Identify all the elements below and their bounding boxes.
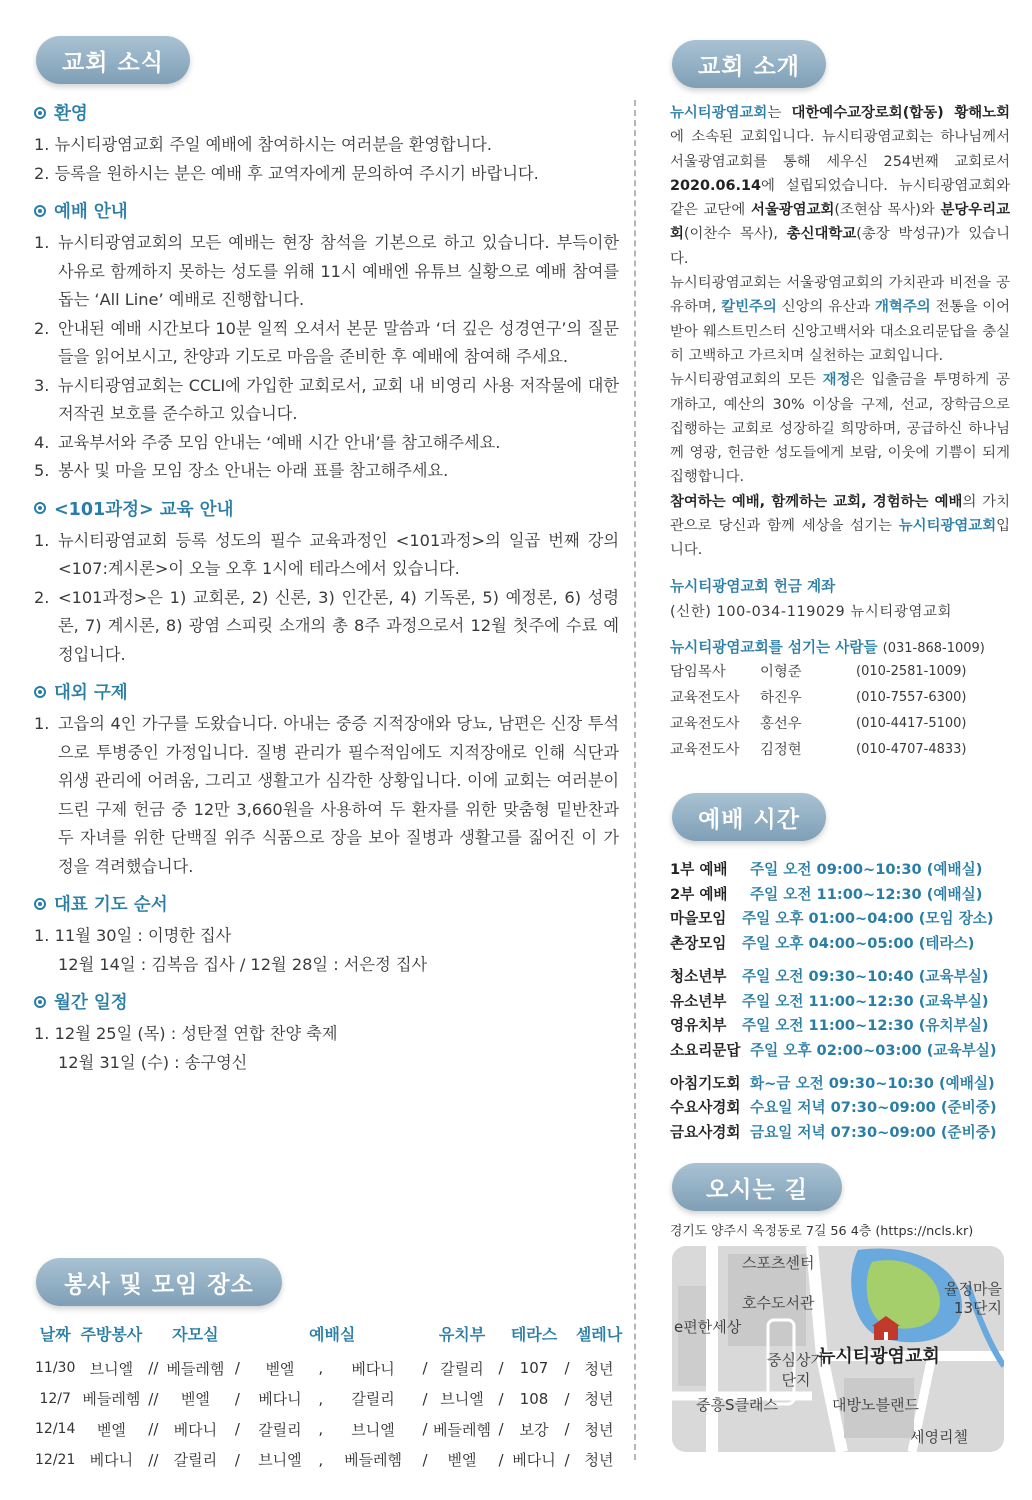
table-cell: // xyxy=(148,1359,159,1378)
table-cell: 베들레헴 xyxy=(82,1390,141,1409)
address: 경기도 양주시 옥정동로 7길 56 4층 (https://ncls.kr) xyxy=(670,1224,974,1239)
worship-time: 금요일 저녁 07:30~09:00 (준비중) xyxy=(750,1124,997,1142)
staff-name: 이형준 xyxy=(760,663,802,680)
table-cell: 갈릴리 xyxy=(440,1359,484,1378)
section-title: 대표 기도 순서 xyxy=(34,891,619,916)
body-text: 입니다. xyxy=(670,518,1010,559)
section-title: 대외 구제 xyxy=(34,679,619,704)
table-cell: / xyxy=(234,1359,240,1378)
table-cell: / xyxy=(498,1389,504,1408)
worship-time: 주일 오후 04:00~05:00 (테라스) xyxy=(742,935,975,953)
table-cell: 청년 xyxy=(584,1420,614,1439)
worship-time-header: 예배 시간 xyxy=(672,793,826,841)
worship-name: 소요리문답 xyxy=(670,1041,741,1059)
table-cell: 베다니 xyxy=(512,1451,556,1470)
map-label: 스포츠센터 xyxy=(742,1254,815,1272)
worship-name: 아침기도회 xyxy=(670,1074,741,1092)
bullet-icon xyxy=(34,205,46,217)
intro-header: 교회 소개 xyxy=(672,40,826,88)
worship-time-list xyxy=(670,858,1010,1154)
body-text: (총장 박성규)가 있습니다. xyxy=(670,226,1010,267)
intro-paragraph xyxy=(670,271,1010,368)
worship-name: 1부 예배 xyxy=(670,861,728,878)
table-cell: 11/30 xyxy=(35,1360,76,1377)
worship-time-row xyxy=(670,1014,1010,1039)
staff-title: 뉴시티광염교회를 섬기는 사람들 xyxy=(670,638,878,656)
table-cell: 벧엘 xyxy=(265,1359,295,1378)
worship-time-row xyxy=(670,907,1010,932)
list-item: 1. 11월 30일 : 이명한 집사 xyxy=(34,926,232,945)
table-cell: / xyxy=(234,1389,240,1408)
column-divider xyxy=(634,100,636,1460)
worship-time-row xyxy=(670,1121,1010,1146)
staff-row xyxy=(670,711,1010,737)
body-text: 뉴시티광염교회는 서울광염교회의 가치관과 비전을 공유하며, xyxy=(670,275,1010,316)
account-title: 뉴시티광염교회 헌금 계좌 xyxy=(670,577,836,595)
staff-row xyxy=(670,659,1010,685)
bullet-icon xyxy=(34,107,46,119)
table-cell: 갈릴리 xyxy=(258,1420,302,1439)
table-cell: 12/21 xyxy=(35,1451,76,1468)
worship-guide-section xyxy=(34,198,619,486)
worship-name: 촌장모임 xyxy=(670,935,727,953)
table-cell: / xyxy=(422,1389,428,1408)
map-label: e편한세상 xyxy=(674,1318,742,1336)
body-text: 에 설립되었습니다. 뉴시티광염교회와 같은 교단에 xyxy=(670,177,1010,219)
table-cell: 베다니 xyxy=(173,1420,218,1439)
table-cell: / xyxy=(564,1420,570,1439)
body-text: 는 xyxy=(767,105,792,121)
worship-time: 주일 오전 09:30~10:40 (교육부실) xyxy=(742,967,989,985)
staff-name: 하진우 xyxy=(760,689,802,706)
news-column xyxy=(34,100,619,1087)
table-cell: 107 xyxy=(519,1359,549,1378)
table-cell: / xyxy=(422,1359,428,1378)
intro-paragraph xyxy=(670,368,1010,489)
worship-time: 수요일 저녁 07:30~09:00 (준비중) xyxy=(750,1099,997,1117)
monthly-section xyxy=(34,989,619,1077)
highlight-text: 서울광염교회 xyxy=(750,202,835,219)
bullet-icon xyxy=(34,898,46,910)
table-row xyxy=(34,1384,624,1415)
service-table xyxy=(34,1322,624,1475)
worship-name: 2부 예배 xyxy=(670,885,728,903)
staff-phone: (010-2581-1009) xyxy=(856,663,967,679)
table-cell: 청년 xyxy=(584,1390,614,1409)
staff-name: 홍선우 xyxy=(760,715,802,732)
list-item: 1. 12월 25일 (목) : 성탄절 연합 찬양 축제 xyxy=(34,1024,338,1043)
bullet-icon xyxy=(34,686,46,698)
worship-time: 주일 오전 11:00~12:30 (교육부실) xyxy=(742,992,989,1010)
bullet-icon xyxy=(34,502,46,514)
list-item: 1. 고읍의 4인 가구를 도왔습니다. 아내는 중증 지적장애와 당뇨, 남편은 신장 투석으로 투병중인 가정입니다. 질병 관리가 필수적임에도 지적장애로 인해 식단과 위생 관리에 어려움, 그리고 생활고가 심각한 상황입니다. 이에 교회는 여러분이 드린 구제 헌금 중 12만 3,660원을 사용하여 두 환자를 위한 맞춤형 밑반찬과 두 자녀를 위한 단백질 위주 식품으로 장을 보아 질병과 생활고를 짊어진 이 가정을 격려했습니다. xyxy=(34,714,619,876)
worship-time: 화~금 오전 09:30~10:30 (예배실) xyxy=(750,1074,995,1092)
map-label: 중심상가 단지 xyxy=(767,1351,825,1389)
staff-phone: (010-4417-5100) xyxy=(856,715,967,731)
table-cell: 브니엘 xyxy=(89,1359,134,1378)
body-text: 전통을 이어받아 웨스트민스터 신앙고백서와 대소요리문답을 충실히 고백하고 가르치며 실천하는 교회입니다. xyxy=(670,299,1011,364)
staff-list xyxy=(670,659,1010,763)
table-cell: // xyxy=(148,1450,159,1469)
table-cell: 108 xyxy=(519,1389,549,1408)
intro-column xyxy=(670,101,1010,763)
table-cell: 벧엘 xyxy=(447,1451,477,1470)
list-item: 2. 등록을 원하시는 분은 예배 후 교역자에게 문의하여 주시기 바랍니다. xyxy=(34,163,539,183)
body-text: 뉴시티광염교회의 모든 xyxy=(670,372,823,389)
church-phone: (031-868-1009) xyxy=(882,640,985,656)
body-text: 에 소속된 교회입니다. 뉴시티광염교회는 하나님께서 서울광염교회를 통해 세우신 254번째 교회로서 xyxy=(670,129,1010,170)
table-cell: 베들레헴 xyxy=(344,1451,403,1470)
table-cell: 베다니 xyxy=(351,1359,395,1378)
table-cell: // xyxy=(148,1389,159,1408)
table-cell: / xyxy=(234,1420,240,1439)
list-item: 1. 뉴시티광염교회 주일 예배에 참여하시는 여러분을 환영합니다. xyxy=(34,135,493,154)
table-cell: , xyxy=(318,1420,324,1439)
highlight-text: 재정 xyxy=(822,372,851,389)
table-header-row: 날짜 주방봉사 자모실 예배실 유치부 테라스 셀레나 xyxy=(39,1325,623,1344)
table-cell: 벧엘 xyxy=(96,1420,126,1439)
list-item: 1. 뉴시티광염교회 등록 성도의 필수 교육과정인 <101과정>의 일곱 번째 강의 <107:계시론>이 오늘 오후 1시에 테라스에서 있습니다. xyxy=(34,530,619,578)
worship-time: 주일 오후 02:00~03:00 (교육부실) xyxy=(750,1041,997,1059)
table-cell: 베들레헴 xyxy=(433,1420,491,1439)
worship-name: 영유치부 xyxy=(670,1017,727,1035)
location-map xyxy=(672,1246,1004,1452)
worship-time-row xyxy=(670,932,1010,957)
map-label: 율정마을 13단지 xyxy=(944,1280,1002,1317)
list-item: 2. <101과정>은 1) 교회론, 2) 신론, 3) 인간론, 4) 기독론, 5) 예정론, 6) 성령론, 7) 계시론, 8) 광염 스피릿 소개의 총 8주 과정으로서 12월 첫주에 수료 예정입니다. xyxy=(34,587,619,664)
welcome-section xyxy=(34,100,619,188)
table-cell: / xyxy=(498,1420,504,1439)
course-section xyxy=(34,496,619,670)
worship-name: 수요사경회 xyxy=(670,1099,741,1117)
table-row xyxy=(34,1414,624,1445)
body-text: 신앙의 유산과 xyxy=(776,299,876,316)
worship-time: 주일 오전 11:00~12:30 (예배실) xyxy=(750,885,983,903)
list-item: 4. 교육부서와 주중 모임 안내는 ‘예배 시간 안내’를 참고해주세요. xyxy=(34,432,501,452)
table-cell: // xyxy=(148,1420,159,1439)
worship-time-row xyxy=(670,858,1010,883)
highlight-text: 개혁주의 xyxy=(875,299,931,316)
worship-name: 청소년부 xyxy=(670,967,727,985)
body-text: 의 가치관으로 당신과 함께 세상을 섬기는 xyxy=(670,493,1010,535)
prayer-section xyxy=(34,891,619,979)
worship-name: 금요사경회 xyxy=(670,1124,741,1142)
intro-paragraph xyxy=(670,101,1010,271)
table-cell: 갈릴리 xyxy=(173,1451,218,1470)
worship-time-row xyxy=(670,883,1010,908)
worship-time-group xyxy=(670,1072,1010,1146)
section-title: 월간 일정 xyxy=(34,989,619,1014)
bullet-icon xyxy=(34,996,46,1008)
body-text: 은 입출금을 투명하게 공개하고, 예산의 30% 이상을 구제, 선교, 장학금으로 집행하는 교회로 성장하길 희망하며, 공급하신 하나님께 영광, 헌금한 성도들에게 보람, 이웃에 기쁨이 되게 집행합니다. xyxy=(670,372,1010,486)
worship-time-row xyxy=(670,1072,1010,1097)
table-cell: 벧엘 xyxy=(180,1390,210,1409)
service-header: 봉사 및 모임 장소 xyxy=(36,1258,282,1306)
map-label: 뉴시티광염교회 xyxy=(818,1346,940,1367)
staff-row xyxy=(670,685,1010,711)
list-item: 1. 뉴시티광염교회의 모든 예배는 현장 참석을 기본으로 하고 있습니다. 부득이한 사유로 함께하지 못하는 성도를 위해 11시 예배엔 유튜브 실황으로 예배 참여를 돕는 ‘All Line’ 예배로 진행합니다. xyxy=(34,233,619,309)
table-cell: 청년 xyxy=(584,1451,614,1470)
table-cell: 브니엘 xyxy=(351,1420,395,1439)
staff-role: 교육전도사 xyxy=(670,741,740,758)
worship-time-group xyxy=(670,858,1010,957)
highlight-text: 분당우리교회 xyxy=(670,202,1010,243)
staff-role: 교육전도사 xyxy=(670,689,740,706)
list-item: 5. 봉사 및 마을 모임 장소 안내는 아래 표를 참고해주세요. xyxy=(34,461,449,480)
staff-name: 김정현 xyxy=(760,741,802,758)
worship-time: 주일 오전 11:00~12:30 (유치부실) xyxy=(742,1017,989,1035)
staff-role: 교육전도사 xyxy=(670,715,740,732)
table-cell: 베다니 xyxy=(89,1451,134,1470)
table-cell: / xyxy=(422,1420,428,1439)
table-row xyxy=(34,1353,624,1384)
staff-role: 담임목사 xyxy=(670,663,726,680)
table-cell: 청년 xyxy=(584,1359,614,1378)
table-cell: 베들레헴 xyxy=(166,1359,225,1378)
table-cell: / xyxy=(422,1450,428,1469)
highlight-text: 뉴시티광염교회 xyxy=(898,518,997,535)
map-label: 대방노블랜드 xyxy=(832,1396,919,1414)
table-cell: 12/14 xyxy=(35,1421,76,1438)
map-label: 세영리첼 xyxy=(910,1428,968,1446)
table-cell: / xyxy=(564,1450,570,1469)
worship-name: 유소년부 xyxy=(670,992,727,1010)
list-item: 3. 뉴시티광염교회는 CCLI에 가입한 교회로서, 교회 내 비영리 사용 저작물에 대한 저작권 보호를 준수하고 있습니다. xyxy=(34,375,619,423)
section-title: 환영 xyxy=(34,100,619,125)
worship-name: 마을모임 xyxy=(670,910,727,928)
highlight-text: 총신대학교 xyxy=(786,226,857,243)
worship-time-row xyxy=(670,1096,1010,1121)
news-header: 교회 소식 xyxy=(36,36,190,84)
account-number: (신한) 100-034-119029 뉴시티광염교회 xyxy=(670,603,952,620)
highlight-text: 참여하는 예배, 함께하는 교회, 경험하는 예배 xyxy=(670,493,963,510)
worship-time-row xyxy=(670,965,1010,990)
highlight-text: 뉴시티광염교회 xyxy=(670,105,768,121)
staff-row xyxy=(670,737,1010,763)
list-item: 2. 안내된 예배 시간보다 10분 일찍 오셔서 본문 말씀과 ‘더 깊은 성경연구’의 질문들을 읽어보시고, 찬양과 기도로 마음을 준비한 후 예배에 참여해 주세요. xyxy=(34,318,619,366)
table-cell: 보강 xyxy=(519,1420,549,1439)
worship-time-group xyxy=(670,965,1010,1064)
highlight-text: 대한예수교장로회(합동) 황해노회 xyxy=(791,105,1010,121)
table-row xyxy=(34,1445,624,1476)
relief-section xyxy=(34,679,619,881)
account-block xyxy=(670,575,1010,624)
staff-phone: (010-4707-4833) xyxy=(856,741,967,757)
section-title: <101과정> 교육 안내 xyxy=(34,496,619,521)
table-cell: / xyxy=(564,1359,570,1378)
list-item: 12월 14일 : 김복음 집사 / 12월 28일 : 서은정 집사 xyxy=(58,954,428,974)
staff-block xyxy=(670,636,1010,763)
table-cell: , xyxy=(318,1389,324,1408)
table-cell: 브니엘 xyxy=(258,1451,302,1470)
table-cell: / xyxy=(498,1359,504,1378)
table-cell: 12/7 xyxy=(39,1390,71,1407)
section-title: 예배 안내 xyxy=(34,198,619,223)
worship-time: 주일 오전 09:00~10:30 (예배실) xyxy=(750,861,983,878)
map-label: 중흥S클래스 xyxy=(696,1396,778,1414)
body-text: (조현삼 목사)와 xyxy=(834,202,941,219)
intro-paragraph xyxy=(670,490,1010,563)
directions-header: 오시는 길 xyxy=(672,1163,842,1211)
worship-time-row xyxy=(670,990,1010,1015)
worship-time: 주일 오후 01:00~04:00 (모임 장소) xyxy=(742,910,994,928)
table-cell: / xyxy=(564,1389,570,1408)
table-cell: 베다니 xyxy=(258,1390,302,1409)
highlight-text: 칼빈주의 xyxy=(721,299,777,316)
staff-phone: (010-7557-6300) xyxy=(856,689,967,705)
list-item: 12월 31일 (수) : 송구영신 xyxy=(58,1052,248,1072)
map-label: 호수도서관 xyxy=(742,1294,815,1312)
table-cell: / xyxy=(498,1450,504,1469)
table-cell: / xyxy=(234,1450,240,1469)
body-text: (이찬수 목사), xyxy=(683,226,787,243)
table-cell: , xyxy=(318,1359,324,1378)
table-cell: 갈릴리 xyxy=(351,1390,395,1409)
table-cell: , xyxy=(318,1450,324,1469)
table-cell: 브니엘 xyxy=(440,1390,484,1409)
highlight-text: 2020.06.14 xyxy=(670,177,762,194)
worship-time-row xyxy=(670,1039,1010,1064)
